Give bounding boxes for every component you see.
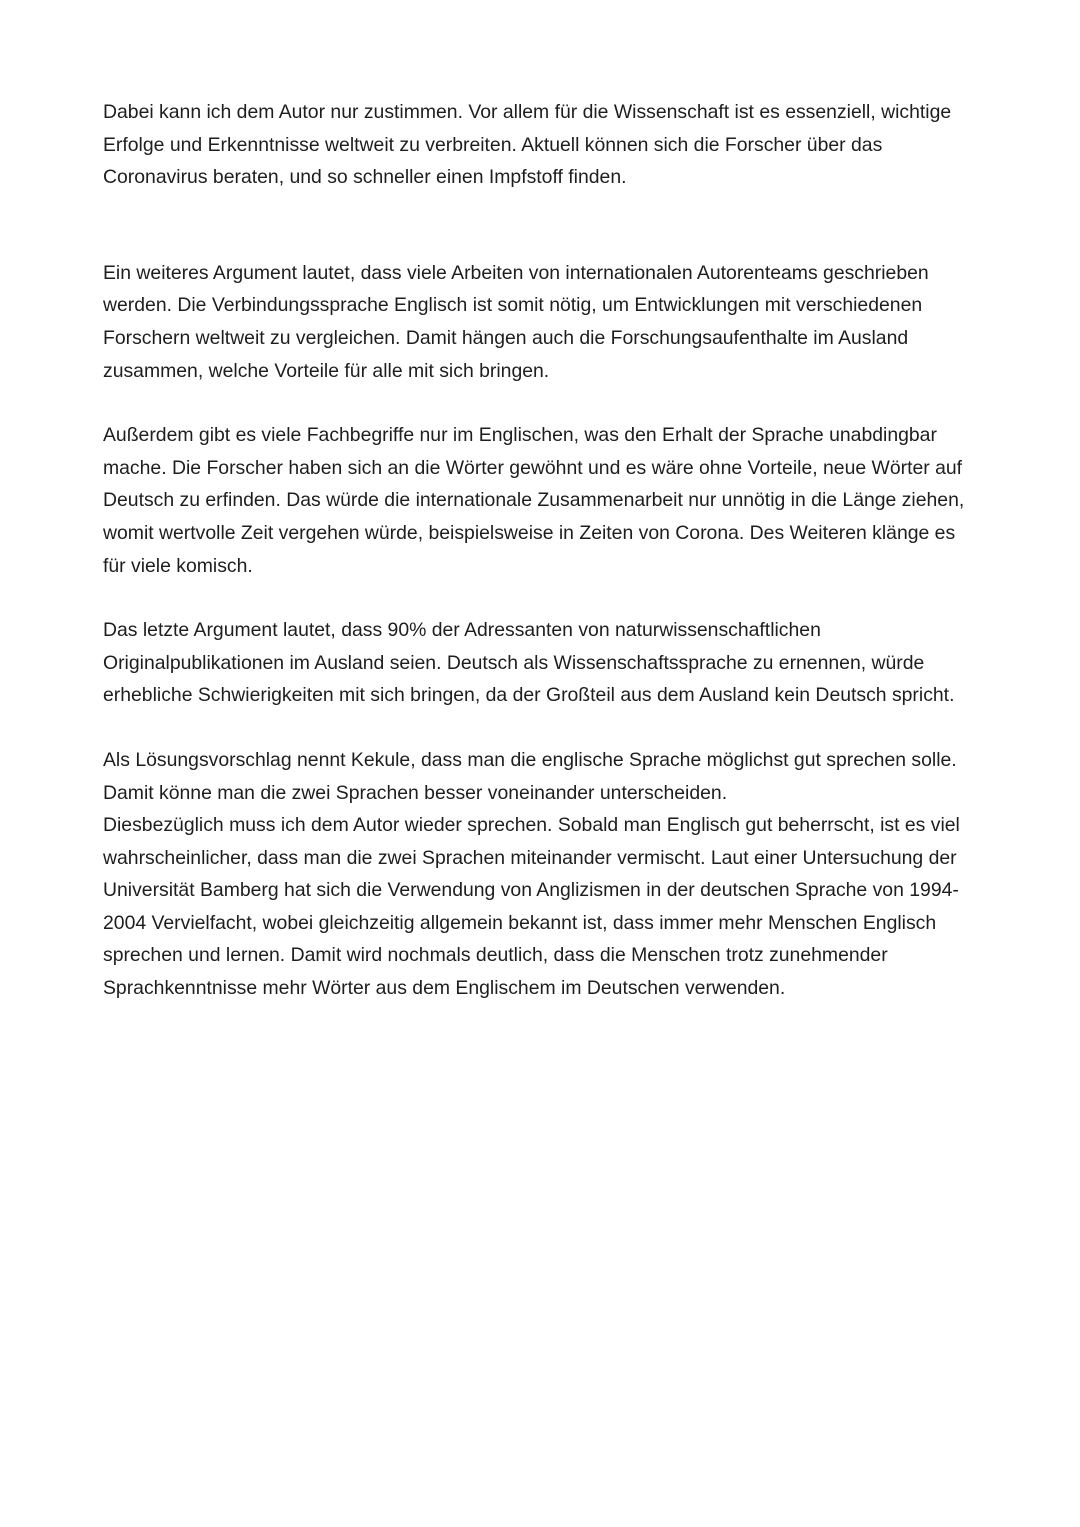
paragraph-agreement: Dabei kann ich dem Autor nur zustimmen. Vor allem für die Wissenschaft ist es essenziell, wichtige Erfolge und Erkenntnisse weltweit zu verbreiten. Aktuell können sich die Forscher über das Coronavirus beraten, und so schneller einen Impfstoff finden. — [103, 101, 952, 189]
paragraph-addressees: Das letzte Argument lautet, dass 90% der Adressanten von naturwissenschaftlichen Originalpublikationen im Ausland seien. Deutsch als Wissenschaftssprache zu ernennen, würde erhebliche Schwierigkeiten mit sich bringen, da der Großteil aus dem Ausland kein Deutsch spricht. — [103, 619, 955, 707]
paragraph-spacer — [103, 194, 983, 257]
paragraph-spacer — [103, 712, 983, 744]
paragraph-spacer — [103, 582, 983, 614]
paragraph-counterargument: Diesbezüglich muss ich dem Autor wieder sprechen. Sobald man Englisch gut beherrscht, ist es viel wahrscheinlicher, dass man die zwei Sprachen miteinander vermischt. Laut einer Untersuchung der Universität Bamberg hat sich die Verwendung von Anglizismen in der deutschen Sprache von 1994-2004 Vervielfacht, wobei gleichzeitig allgemein bekannt ist, dass immer mehr Menschen Englisch sprechen und lernen. Damit wird nochmals deutlich, dass die Menschen trotz zunehmender Sprachkenntnisse mehr Wörter aus dem Englischem im Deutschen verwenden. — [103, 814, 960, 1000]
paragraph-international-teams: Ein weiteres Argument lautet, dass viele Arbeiten von internationalen Autorenteams geschrieben werden. Die Verbindungssprache Englisch ist somit nötig, um Entwicklungen mit verschiedenen Forschern weltweit zu vergleichen. Damit hängen auch die Forschungsaufenthalte im Ausland zusammen, welche Vorteile für alle mit sich bringen. — [103, 261, 929, 382]
paragraph-spacer — [103, 387, 983, 419]
paragraph-solution-proposal: Als Lösungsvorschlag nennt Kekule, dass man die englische Sprache möglichst gut sprechen solle. Damit könne man die zwei Sprachen besser voneinander unterscheiden. — [103, 748, 957, 804]
paragraph-technical-terms: Außerdem gibt es viele Fachbegriffe nur im Englischen, was den Erhalt der Sprache unabdingbar mache. Die Forscher haben sich an die Wörter gewöhnt und es wäre ohne Vorteile, neue Wörter auf Deutsch zu erfinden. Das würde die internationale Zusammenarbeit nur unnötig in die Länge ziehen, womit wertvolle Zeit vergehen würde, beispielsweise in Zeiten von Corona. Des Weiteren klänge es für viele komisch. — [103, 424, 965, 577]
document-body — [103, 96, 983, 1005]
